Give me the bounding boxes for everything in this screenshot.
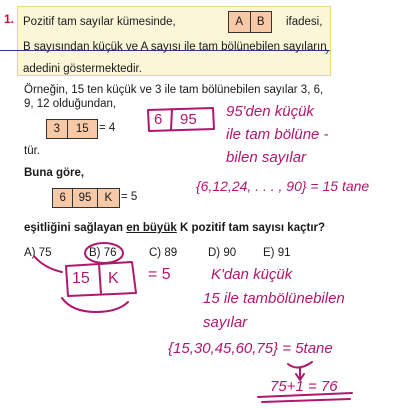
option-c[interactable]: C) 89 bbox=[149, 247, 178, 259]
hand-set1: {6,12,24, . . . , 90} = 15 tane bbox=[196, 178, 370, 194]
option-e[interactable]: E) 91 bbox=[263, 247, 291, 259]
option-a[interactable]: A) 75 bbox=[24, 247, 52, 259]
option-a-arrow bbox=[34, 256, 62, 272]
question-box-b: B bbox=[256, 16, 265, 28]
hand-box-2-divider bbox=[99, 264, 101, 294]
hand-box-2-a: 15 bbox=[72, 270, 90, 287]
example-box-a: 3 bbox=[47, 120, 68, 138]
question-line-2: B sayısından küçük ve A sayısı ile tam bölünebilen sayıların bbox=[23, 41, 327, 53]
hand-note2-line3: sayılar bbox=[203, 314, 248, 331]
hand-note2-line2: 15 ile tambölünebilen bbox=[203, 290, 345, 307]
example-line-1: Örneğin, 15 ten küçük ve 3 ile tam bölünebilen sayılar 3, 6, bbox=[24, 84, 324, 96]
hand-set2: {15,30,45,60,75} = 5tane bbox=[168, 340, 333, 357]
option-b-circle bbox=[85, 243, 123, 263]
hand-box-1-a: 6 bbox=[154, 111, 163, 128]
prompt-emphasis: en büyük bbox=[126, 222, 177, 234]
hand-box-1-divider bbox=[171, 109, 172, 130]
given-box-a: 6 bbox=[53, 189, 73, 207]
prompt-prefix: eşitliğini sağlayan bbox=[24, 222, 127, 234]
question-line1-suffix: ifadesi, bbox=[286, 16, 323, 28]
example-line-3: tür. bbox=[24, 145, 40, 157]
hand-eq2: = 5 bbox=[148, 266, 171, 283]
given-box-c: K bbox=[104, 192, 113, 204]
prompt-suffix: K pozitif tam sayısı kaçtır? bbox=[176, 222, 326, 234]
question-number: 1. bbox=[4, 12, 15, 26]
example-result: = 4 bbox=[99, 122, 116, 134]
option-d[interactable]: D) 90 bbox=[208, 247, 237, 259]
hand-note1-line2: ile tam bölüne - bbox=[226, 126, 329, 143]
divider-right-arrow: › bbox=[325, 44, 329, 58]
hand-box-1-b: 95 bbox=[180, 111, 197, 128]
given-heading: Buna göre, bbox=[24, 167, 85, 179]
answer-brace bbox=[288, 362, 312, 368]
hand-box-2-b: K bbox=[108, 270, 119, 287]
hand-note1-line3: bilen sayılar bbox=[226, 149, 307, 166]
hand-box-2-bracket bbox=[62, 298, 128, 312]
example-line-2: 9, 12 olduğundan, bbox=[24, 98, 117, 110]
question-line-3: adedini göstermektedir. bbox=[23, 63, 142, 75]
answer-underline-2 bbox=[262, 399, 350, 402]
hand-note1-line1: 95'den küçük bbox=[226, 103, 314, 120]
given-result: = 5 bbox=[121, 191, 138, 203]
given-box-b: 95 bbox=[73, 189, 97, 207]
example-box-b: 15 bbox=[75, 123, 89, 135]
hand-note2-line1: K'dan küçük bbox=[211, 266, 293, 283]
question-line1-prefix: Pozitif tam sayılar kümesinde, bbox=[23, 16, 176, 28]
hand-answer: 75+1 = 76 bbox=[270, 378, 338, 395]
option-b[interactable]: B) 76 bbox=[89, 247, 117, 259]
question-box-a: A bbox=[229, 12, 251, 32]
